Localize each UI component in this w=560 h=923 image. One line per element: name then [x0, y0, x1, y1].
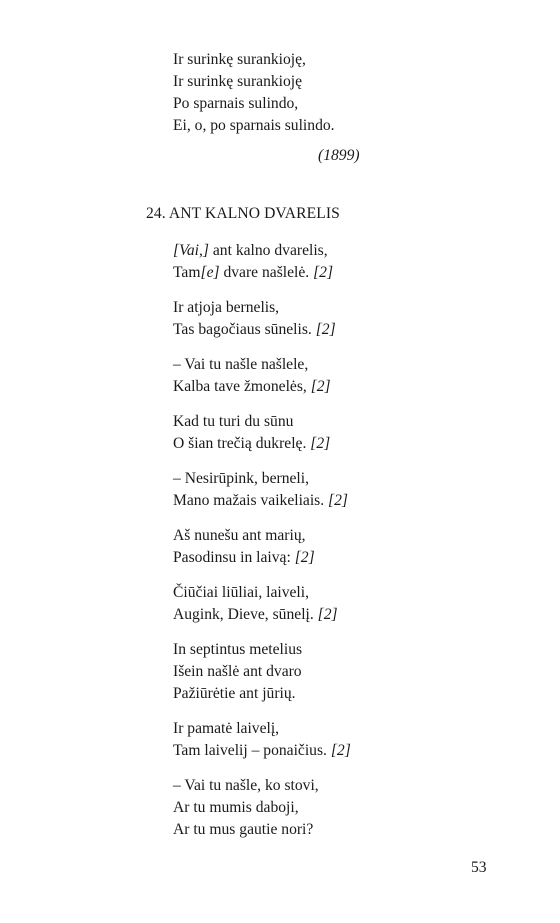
- stanza: [173, 411, 330, 455]
- stanza: [173, 468, 348, 512]
- stanza: [173, 240, 333, 284]
- verse-line: [173, 262, 333, 284]
- editorial-insertion: [2]: [315, 321, 336, 338]
- stanza: [173, 582, 338, 626]
- verse-line: [173, 797, 319, 819]
- verse-line: [173, 775, 319, 797]
- verse-line: Po sparnais sulindo,: [173, 95, 299, 112]
- verse-text: – Vai tu našle našlele,: [173, 356, 309, 373]
- verse-line: [173, 604, 338, 626]
- editorial-insertion: [2]: [310, 435, 331, 452]
- verse-line: [173, 547, 315, 569]
- verse-line: [173, 740, 351, 762]
- verse-text: – Nesirūpink, berneli,: [173, 470, 309, 487]
- verse-text: ant kalno dvarelis,: [208, 242, 328, 259]
- stanza: [173, 718, 351, 762]
- verse-line: [173, 433, 330, 455]
- poem-heading: 24. ANT KALNO DVARELIS: [146, 205, 340, 222]
- page-number: 53: [471, 859, 487, 876]
- editorial-insertion: [2]: [313, 264, 334, 281]
- verse-line: [173, 240, 333, 262]
- verse-line: [173, 490, 348, 512]
- editorial-insertion: [2]: [294, 549, 315, 566]
- verse-line: [173, 582, 338, 604]
- verse-line: [173, 319, 336, 341]
- editorial-insertion: [2]: [310, 378, 331, 395]
- verse-text: Pasodinsu in laivą:: [173, 549, 295, 566]
- verse-text: – Vai tu našle, ko stovi,: [173, 777, 319, 794]
- editorial-insertion: [2]: [330, 742, 351, 759]
- top-stanza: [173, 49, 335, 137]
- stanza: [173, 297, 336, 341]
- stanza: [173, 525, 315, 569]
- editorial-insertion: [2]: [328, 492, 348, 509]
- verse-line: [173, 819, 319, 841]
- verse-line: [173, 639, 302, 661]
- verse-line: [173, 354, 331, 376]
- verse-line: [173, 683, 302, 705]
- verse-text: Ar tu mumis daboji,: [173, 799, 299, 816]
- verse-line: [173, 661, 302, 683]
- verse-text: Tam: [173, 264, 201, 281]
- editorial-insertion: [Vai,]: [173, 242, 209, 259]
- verse-text: Kalba tave žmonelės,: [173, 378, 311, 395]
- verse-text: dvare našlelė.: [219, 264, 314, 281]
- verse-text: Ar tu mus gautie nori?: [173, 821, 314, 838]
- verse-text: Ir pamatė laivelį,: [173, 720, 280, 737]
- verse-text: In septintus metelius: [173, 641, 303, 658]
- poem-date: (1899): [318, 147, 360, 164]
- verse-text: Mano mažais vaikeliais.: [173, 492, 329, 509]
- verse-line: [173, 297, 336, 319]
- editorial-insertion: [e]: [200, 264, 220, 281]
- verse-line: [173, 718, 351, 740]
- verse-line: Ir surinkę surankioję: [173, 73, 303, 90]
- verse-line: [173, 468, 348, 490]
- verse-line: Ei, o, po sparnais sulindo.: [173, 117, 335, 134]
- verse-line: [173, 411, 330, 433]
- verse-text: O šian trečią dukrelę.: [173, 435, 311, 452]
- verse-text: Ir atjoja bernelis,: [173, 299, 280, 316]
- verse-text: Tam laivelij – ponaičius.: [173, 742, 331, 759]
- stanza: [173, 639, 302, 705]
- verse-line: [173, 376, 331, 398]
- stanza: [173, 775, 319, 841]
- stanza: [173, 354, 331, 398]
- editorial-insertion: [2]: [317, 606, 338, 623]
- verse-line: [173, 525, 315, 547]
- verse-text: Čiūčiai liūliai, laiveli,: [173, 584, 309, 601]
- verse-text: Aš nunešu ant marių,: [173, 527, 306, 544]
- verse-line: Ir surinkę surankioję,: [173, 51, 306, 68]
- verse-text: Kad tu turi du sūnu: [173, 413, 294, 430]
- verse-text: Augink, Dieve, sūnelį.: [173, 606, 318, 623]
- verse-text: Išein našlė ant dvaro: [173, 663, 302, 680]
- verse-text: Tas bagočiaus sūnelis.: [173, 321, 316, 338]
- verse-text: Pažiūrėtie ant jūrių.: [173, 685, 296, 702]
